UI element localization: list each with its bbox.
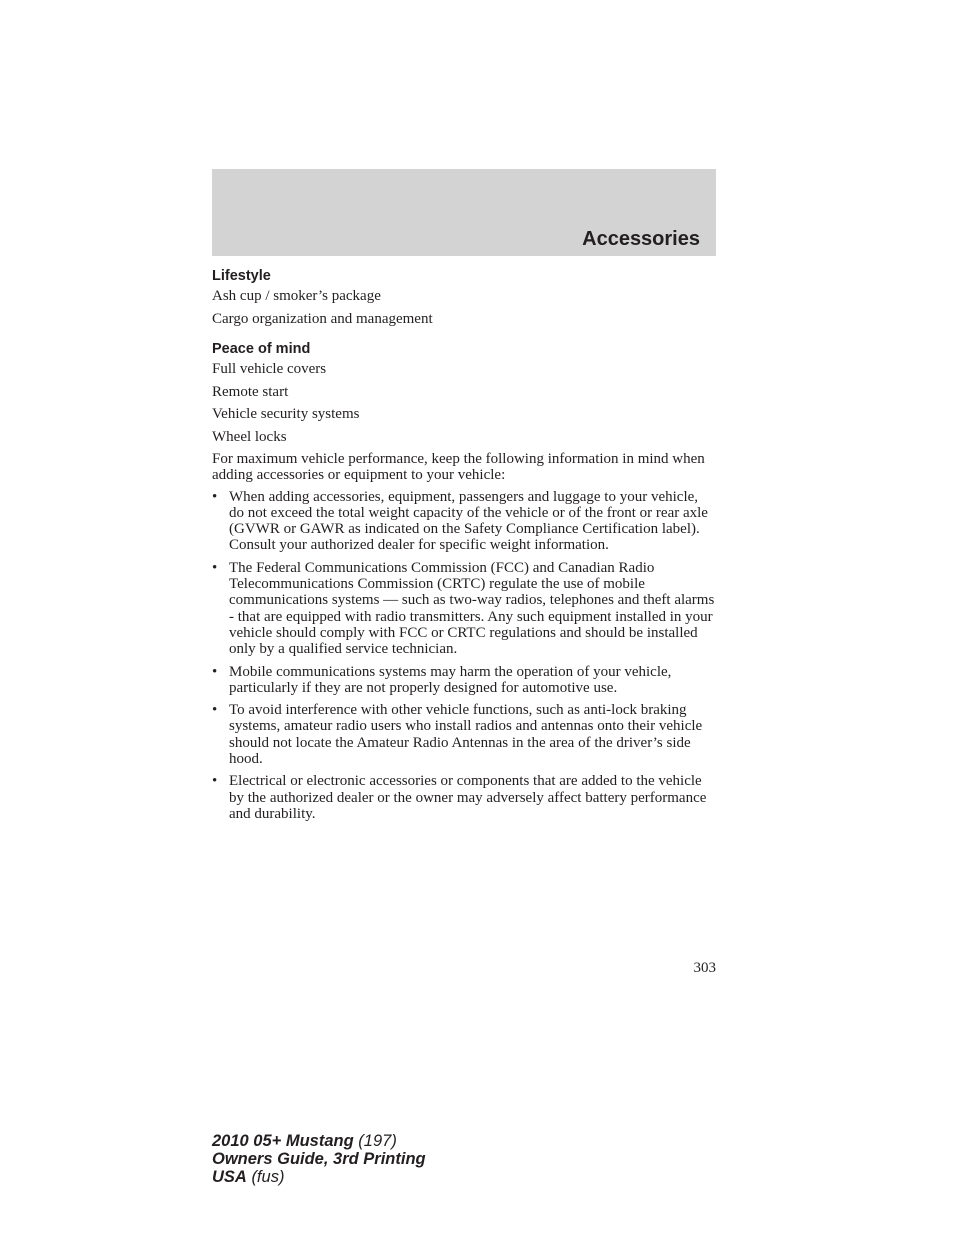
bullet-icon: • — [212, 488, 218, 505]
list-item: Full vehicle covers — [212, 361, 327, 377]
list-item: Remote start — [212, 383, 289, 400]
intro-paragraph: For maximum vehicle performance, keep the following information in mind when adding accessories or equipment to your vehicle: — [212, 451, 705, 484]
bullet-item — [212, 664, 716, 697]
bullet-item — [212, 702, 716, 767]
footer-line-1 — [212, 1132, 426, 1150]
section-header-band — [212, 169, 716, 256]
footer-model-code: (197) — [358, 1132, 397, 1150]
page-number: 303 — [693, 960, 716, 976]
section-title: Accessories — [582, 228, 700, 250]
subheading-lifestyle: Lifestyle — [212, 268, 271, 284]
bullet-item — [212, 489, 716, 554]
bullet-list — [212, 489, 716, 823]
footer-line-3 — [212, 1168, 426, 1186]
list-item: Cargo organization and management — [212, 310, 433, 327]
bullet-text: When adding accessories, equipment, passengers and luggage to your vehicle, do not exceed the total weight capacity of the vehicle or of the front or rear axle (GVWR or GAWR as indicated on the Safety Compliance Certification label). Consult your authorized dealer for specific weight information. — [229, 488, 708, 554]
bullet-icon: • — [212, 702, 218, 719]
footer-line-2 — [212, 1150, 426, 1168]
footer-guide-title: Owners Guide, 3rd Printing — [212, 1150, 426, 1168]
bullet-text: Mobile communications systems may harm the operation of your vehicle, particularly if they are not properly designed for automotive use. — [229, 663, 672, 696]
list-item: Ash cup / smoker’s package — [212, 288, 381, 304]
bullet-icon: • — [212, 773, 218, 790]
bullet-item — [212, 773, 716, 822]
bullet-text: To avoid interference with other vehicle functions, such as anti-lock braking systems, amateur radio users who install radios and antennas onto their vehicle should not locate the Amateur Radio Antennas in the area of the driver’s side hood. — [229, 702, 703, 768]
bullet-icon: • — [212, 663, 218, 680]
footer-market: USA — [212, 1168, 247, 1186]
footer-imprint — [212, 1132, 426, 1186]
bullet-item — [212, 560, 716, 658]
subheading-peace-of-mind: Peace of mind — [212, 341, 311, 357]
peace-of-mind-list — [212, 361, 716, 445]
bullet-icon: • — [212, 559, 218, 576]
footer-model: 2010 05+ Mustang — [212, 1132, 354, 1150]
list-item: Wheel locks — [212, 428, 287, 445]
bullet-text: Electrical or electronic accessories or components that are added to the vehicle by the authorized dealer or the owner may adversely affect battery performance and durability. — [229, 773, 707, 822]
bullet-text: The Federal Communications Commission (FCC) and Canadian Radio Telecommunications Commission (CRTC) regulate the use of mobile communications systems — such as two-way radios, telephones and theft alarms - that are equipped with radio transmitters. Any such equipment installed in your vehicle should comply with FCC or CRTC regulations and should be installed only by a qualified service technician. — [229, 559, 715, 658]
lifestyle-list — [212, 288, 716, 327]
list-item: Vehicle security systems — [212, 406, 360, 422]
page-content — [212, 266, 716, 828]
footer-market-code: (fus) — [251, 1168, 285, 1186]
